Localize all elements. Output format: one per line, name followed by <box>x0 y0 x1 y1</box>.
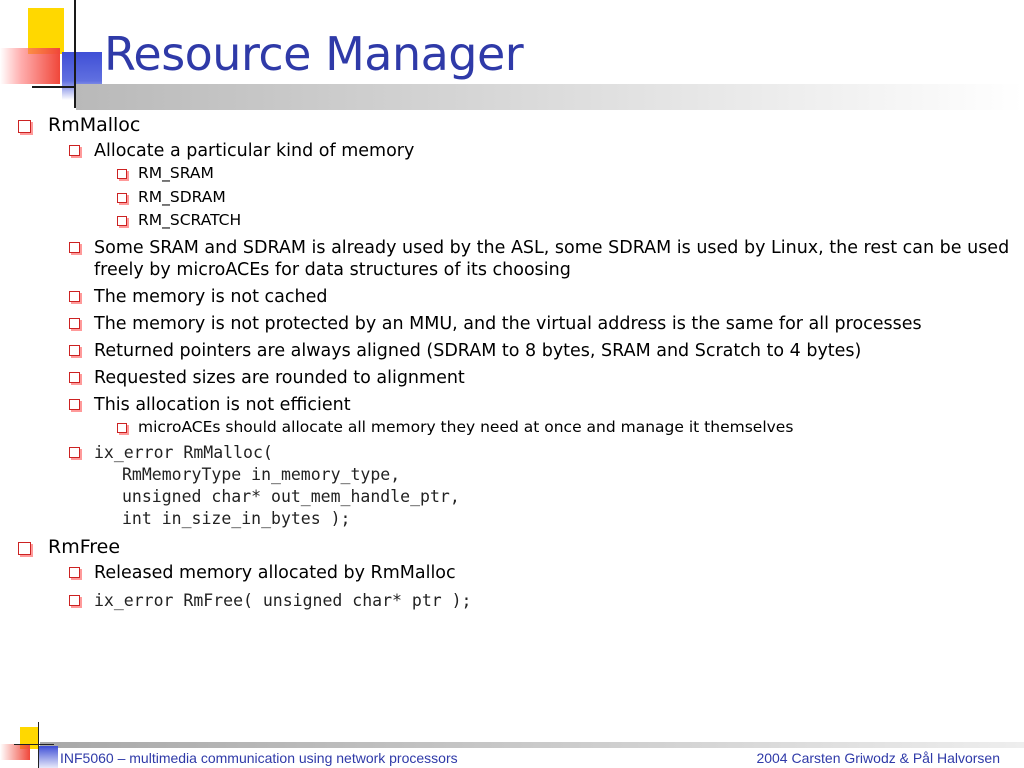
footer-authors: 2004 Carsten Griwodz & Pål Halvorsen <box>756 750 1000 766</box>
checkbox-bullet-icon <box>117 193 127 203</box>
slide-content <box>0 112 1020 612</box>
bullet-text: Released memory allocated by RmMalloc <box>94 563 456 583</box>
checkbox-bullet-icon <box>69 567 80 578</box>
bullet-text: microACEs should allocate all memory they need at once and manage it themselves <box>138 417 794 436</box>
footer-logo-blue-square <box>38 746 58 768</box>
bullet-rmfree <box>0 534 1020 560</box>
bullet-aligned-pointers <box>0 340 1020 362</box>
bullet-rmfree-signature <box>0 590 1020 612</box>
code-line: unsigned char* out_mem_handle_ptr, <box>122 487 460 506</box>
checkbox-bullet-icon <box>69 345 80 356</box>
bullet-allocate-at-once <box>0 416 1020 440</box>
bullet-rm-scratch <box>0 209 1020 233</box>
checkbox-bullet-icon <box>18 120 31 133</box>
code-block <box>94 442 1020 530</box>
bullet-text: Returned pointers are always aligned (SDRAM to 8 bytes, SRAM and Scratch to 4 bytes) <box>94 340 862 361</box>
bullet-text: RM_SRAM <box>138 164 214 182</box>
logo-red-bar <box>0 48 60 84</box>
footer-logo-horizontal-line <box>14 744 54 745</box>
bullet-rm-sdram <box>0 186 1020 210</box>
bullet-text: RM_SCRATCH <box>138 211 242 229</box>
checkbox-bullet-icon <box>69 318 80 329</box>
bullet-text: RM_SDRAM <box>138 187 226 206</box>
checkbox-bullet-icon <box>69 399 80 410</box>
bullet-text: RmMalloc <box>48 114 141 136</box>
bullet-text: This allocation is not efficient <box>94 394 351 415</box>
title-underline-bar <box>76 84 1024 110</box>
bullet-text: Allocate a particular kind of memory <box>94 141 415 161</box>
bullet-not-efficient <box>0 394 1020 416</box>
checkbox-bullet-icon <box>69 291 80 302</box>
bullet-not-cached <box>0 286 1020 308</box>
code-line: RmMemoryType in_memory_type, <box>122 465 401 484</box>
checkbox-bullet-icon <box>117 216 127 226</box>
checkbox-bullet-icon <box>69 447 80 458</box>
footer-logo-vertical-line <box>38 722 39 768</box>
checkbox-bullet-icon <box>69 145 80 156</box>
footer-logo-red-bar <box>0 744 30 760</box>
checkbox-bullet-icon <box>117 423 127 433</box>
bullet-not-protected <box>0 313 1020 335</box>
bullet-text: The memory is not cached <box>94 286 328 307</box>
code-line: ix_error RmMalloc( <box>94 443 273 462</box>
code-block <box>94 590 1020 612</box>
bullet-released-memory <box>0 562 1020 584</box>
slide-title: Resource Manager <box>104 27 524 81</box>
checkbox-bullet-icon <box>69 242 80 253</box>
checkbox-bullet-icon <box>69 372 80 383</box>
bullet-text: Some SRAM and SDRAM is already used by the ASL, some SDRAM is used by Linux, the rest can be used freely by microACEs for data structures of its choosing <box>94 237 1010 280</box>
bullet-rm-sram <box>0 162 1020 186</box>
bullet-text: Requested sizes are rounded to alignment <box>94 367 465 388</box>
code-line: int in_size_in_bytes ); <box>122 509 351 528</box>
bullet-rounded-sizes <box>0 367 1020 389</box>
code-line: ix_error RmFree( unsigned char* ptr ); <box>94 591 472 610</box>
footer-course-title: INF5060 – multimedia communication using network processors <box>60 750 458 766</box>
bullet-sram-sdram-usage <box>0 237 1020 281</box>
bullet-rmmalloc-signature <box>0 442 1020 530</box>
bullet-text: RmFree <box>48 536 121 558</box>
checkbox-bullet-icon <box>69 595 80 606</box>
checkbox-bullet-icon <box>117 169 127 179</box>
bullet-rmmalloc <box>0 112 1020 138</box>
bullet-text: The memory is not protected by an MMU, and the virtual address is the same for all processes <box>94 313 922 334</box>
bullet-allocate-kind <box>0 140 1020 162</box>
checkbox-bullet-icon <box>18 542 31 555</box>
footer-rule <box>40 742 1024 748</box>
